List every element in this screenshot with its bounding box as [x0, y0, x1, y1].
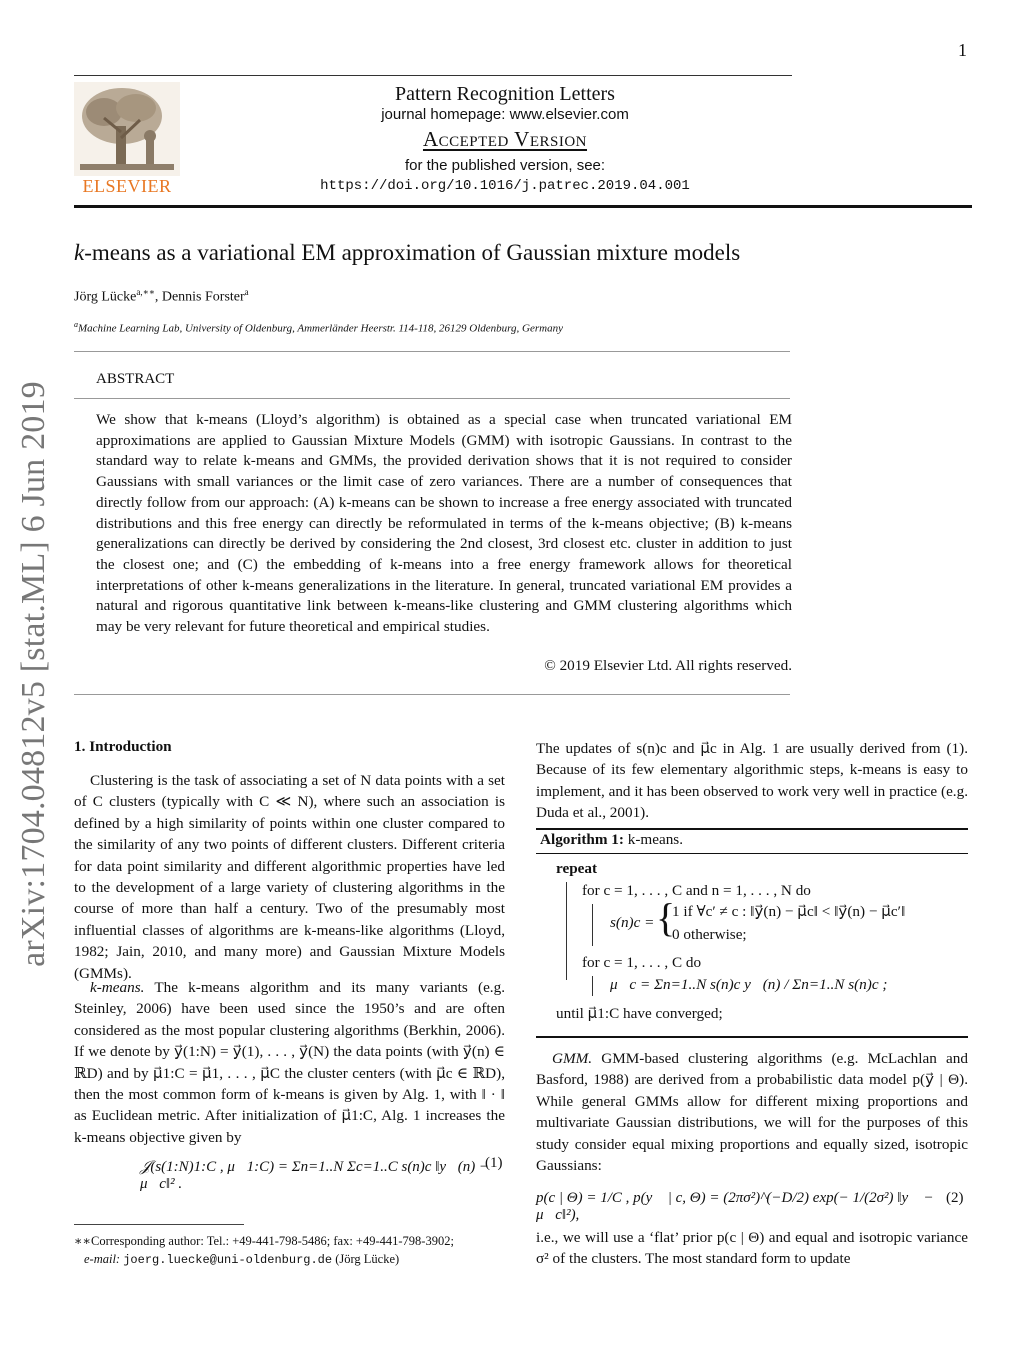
author-list: [74, 287, 249, 306]
author-2-sup: a: [244, 287, 249, 297]
footnote-email-name: (Jörg Lücke): [332, 1252, 400, 1266]
abstract-heading: ABSTRACT: [96, 371, 175, 387]
algo-until: until μ⃗1:C have converged;: [556, 1005, 723, 1022]
gmm-paragraph-text: GMM-based clustering algorithms (e.g. McLachlan and Basford, 1988) are derived from a probabilistic data model p(y⃗ | Θ). While general GMMs allow for different mixing proportions and multivariate Gaussian distributions, we will for the purposes of this study consider equal mixing proportions and equally sized, isotropic Gaussians:: [536, 1050, 968, 1175]
gmm-paragraph: [536, 1048, 968, 1176]
algorithm-title-rest: k-means.: [623, 831, 683, 848]
algorithm-bottom-rule: [536, 1036, 968, 1038]
gmm-lead: GMM.: [552, 1050, 593, 1067]
col2-paragraph-1-text: The updates of s(n)c and μ⃗c in Alg. 1 are usually derived from (1). Because of its few elementary algorithmic steps, k-means is easy to implement, and it has been observed to work very well in practice (e.g. Duda et al., 2001).: [536, 740, 968, 822]
algo-for-1: for c = 1, . . . , C and n = 1, . . . , N do: [582, 882, 811, 899]
section-heading-introduction: 1. Introduction: [74, 738, 172, 755]
footnote-email-line: [74, 1250, 514, 1269]
accepted-version-label: Accepted Version: [422, 127, 588, 151]
footnote-rule: [74, 1224, 244, 1225]
abstract-top-rule: [74, 351, 790, 352]
abstract-heading-rule: [74, 398, 790, 399]
author-1: Jörg Lücke: [74, 289, 137, 305]
intro-paragraph-1: [74, 770, 505, 984]
abstract-bottom-rule: [74, 694, 790, 695]
journal-name: Pattern Recognition Letters: [395, 83, 615, 105]
algo-case-1: 1 if ∀c′ ≠ c : ‖y⃗(n) − μ⃗c‖ < ‖y⃗(n) − μ⃗c′‖: [672, 903, 906, 920]
algo-repeat-bar: [566, 882, 567, 980]
footnote: [74, 1232, 514, 1269]
footnote-email[interactable]: joerg.luecke@uni-oldenburg.de: [123, 1253, 333, 1267]
elsevier-wordmark: ELSEVIER: [82, 176, 172, 196]
algorithm-body: [536, 858, 968, 1028]
algorithm-title: [540, 831, 683, 849]
title-k: k: [74, 240, 85, 265]
author-1-sup: a,∗∗: [136, 287, 155, 297]
algo-s-lhs: s(n)c =: [610, 914, 655, 931]
page-number: 1: [958, 40, 967, 60]
footnote-email-label: e-mail:: [84, 1252, 121, 1266]
intro-paragraph-1-text: Clustering is the task of associating a set of N data points with a set of C clusters (typically with C ≪ N), where such an association is defined by a high similarity of points within one cluster compared to the similarity of any two points of different clusters. Different criteria for data point similarity and different algorithmic properties have led to the development of a large variety of clustering algorithms in the course of more than half a century. Two of the presumably most influential classes of algorithms are k-means-like algorithms (Lloyd, 1982; Jain, 2010, and many more) and Gaussian Mixture Models (GMMs).: [74, 772, 505, 982]
equation-1-number: (1): [485, 1155, 503, 1171]
footnote-contact: ∗∗Corresponding author: Tel.: +49-441-798-5486; fax: +49-441-798-3902;: [74, 1234, 454, 1248]
algo-for1-bar: [592, 904, 593, 946]
accepted-version: [300, 127, 710, 152]
header-bottom-rule: [74, 205, 972, 208]
algo-mu-update: μ⃗c = Σn=1..N s(n)c y⃗(n) / Σn=1..N s(n)c ;: [610, 976, 888, 993]
kmeans-lead: k-means.: [90, 979, 145, 996]
kmeans-paragraph: [74, 977, 505, 1148]
algo-repeat: repeat: [556, 860, 598, 877]
elsevier-logo: [74, 82, 180, 198]
col2-paragraph-3: [536, 1227, 968, 1270]
equation-2: p(c | Θ) = 1/C , p(y⃗ | c, Θ) = (2πσ²)^(−D/2) exp(− 1/(2σ²) ‖y⃗ − μ⃗c‖²),: [536, 1190, 934, 1223]
algo-for-2: for c = 1, . . . , C do: [582, 954, 702, 971]
copyright: © 2019 Elsevier Ltd. All rights reserved.: [544, 657, 792, 674]
kmeans-paragraph-text: The k-means algorithm and its many variants (e.g. Steinley, 2006) have been used since the 1950’s and are often considered as the most popular clustering algorithms (Berkhin, 2006). If we denote by y⃗(1:N) = y⃗(1), . . . , y⃗(N) the data points (with y⃗(n) ∈ ℝD) and by μ⃗1:C = μ⃗1, . . . , μ⃗C the cluster centers (with μ⃗c ∈ ℝD), then the most common form of k-means is given by Alg. 1, with ‖ · ‖ as Euclidean metric. After initialization of μ⃗1:C, Alg. 1 increases the k-means objective given by: [74, 979, 505, 1146]
header-top-rule: [74, 75, 792, 76]
arxiv-stamp: [8, 374, 60, 974]
arxiv-stamp-text: arXiv:1704.04812v5 [stat.ML] 6 Jun 2019: [15, 381, 52, 967]
algo-brace: {: [656, 895, 676, 940]
col2-paragraph-1: [536, 738, 968, 824]
algo-for2-bar: [592, 976, 593, 996]
equation-2-number: (2): [946, 1190, 964, 1206]
journal-homepage: journal homepage: www.elsevier.com: [381, 106, 629, 123]
algorithm-title-rule: [536, 853, 968, 854]
doi-link[interactable]: https://doi.org/10.1016/j.patrec.2019.04.001: [320, 178, 690, 194]
algo-case-2: 0 otherwise;: [672, 926, 747, 943]
author-2: , Dennis Forster: [154, 289, 245, 305]
affiliation: [74, 320, 563, 335]
algorithm-top-rule: [536, 828, 968, 830]
abstract-text: We show that k-means (Lloyd’s algorithm) is obtained as a special case when truncated variational EM approximations are applied to Gaussian Mixture Models (GMM) with isotropic Gaussians. In contrast to the standard way to relate k-means and GMMs, the provided derivation shows that it is not required to consider Gaussians with small variances or the limit case of zero variances. There are a number of consequences that directly follow from our approach: (A) k-means can be shown to increase a free energy associated with truncated distributions and this free energy can directly be reformulated in terms of the k-means objective; (B) k-means generalizations can directly be derived by considering the 2nd closest, 3rd closest etc. cluster in addition to just the closest one; and (C) the embedding of k-means into a free energy framework allows for theoretical interpretations of other k-means generalizations in the literature. In general, truncated variational EM provides a natural and rigorous quantitative link between k-means-like clustering and GMM clustering algorithms which may be very relevant for future theoretical and empirical studies.: [96, 411, 792, 636]
equation-1: 𝒥(s(1:N)1:C , μ⃗1:C) = Σn=1..N Σc=1..C s(n)c ‖y⃗(n) − μ⃗c‖² .: [140, 1159, 490, 1192]
published-version-note: for the published version, see:: [404, 157, 606, 174]
algorithm-title-bold: Algorithm 1:: [540, 831, 624, 848]
affiliation-sup: a: [74, 320, 78, 329]
title-rest: -means as a variational EM approximation of Gaussian mixture models: [84, 240, 741, 265]
article-title: [74, 240, 740, 266]
col2-paragraph-3-text: i.e., we will use a ‘flat’ prior p(c | Θ) and equal and isotropic variance σ² of the clusters. The most standard form to update: [536, 1229, 968, 1268]
affiliation-text: Machine Learning Lab, University of Oldenburg, Ammerländer Heerstr. 114-118, 26129 Oldenburg, Germany: [78, 322, 563, 335]
